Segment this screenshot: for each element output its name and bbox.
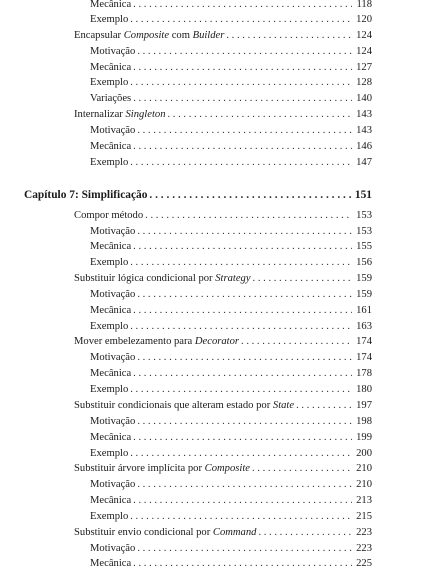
toc-entry-page: 210 — [356, 479, 372, 490]
dot-leader — [137, 45, 352, 59]
toc-entry-page: 124 — [356, 46, 372, 57]
toc-entry-page: 180 — [356, 384, 372, 395]
toc-entry-label: Compor método — [74, 210, 144, 221]
dot-leader — [137, 542, 352, 556]
toc-entry — [90, 76, 372, 90]
toc-entry-label: Motivação — [90, 416, 136, 427]
toc-entry-page: 140 — [356, 93, 372, 104]
dot-leader — [133, 61, 352, 75]
toc-chapter-heading — [24, 188, 372, 202]
toc-entry-page: 223 — [356, 543, 372, 554]
toc-section-entry — [74, 526, 372, 540]
toc-entry-page: 128 — [356, 77, 372, 88]
dot-leader — [145, 209, 352, 223]
toc-entry — [90, 351, 372, 365]
toc-entry — [90, 13, 372, 27]
toc-entry — [90, 61, 372, 75]
toc-entry-label: Exemplo — [90, 321, 129, 332]
toc-entry-page: 163 — [356, 321, 372, 332]
toc-entry-page: 200 — [356, 448, 372, 459]
dot-leader — [137, 288, 352, 302]
toc-entry-label: Exemplo — [90, 14, 129, 25]
toc-entry-label: Exemplo — [90, 257, 129, 268]
dot-leader — [137, 225, 352, 239]
dot-leader — [130, 256, 352, 270]
dot-leader — [133, 367, 352, 381]
toc-entry-label: Motivação — [90, 125, 136, 136]
toc-entry — [90, 478, 372, 492]
toc-entry — [90, 45, 372, 59]
toc-entry-page: 198 — [356, 416, 372, 427]
toc-entry-label: Mecânica — [90, 558, 132, 569]
toc-entry — [90, 304, 372, 318]
dot-leader — [137, 478, 352, 492]
toc-entry-page: 143 — [356, 109, 372, 120]
toc-entry-page: 213 — [356, 495, 372, 506]
toc-entry-page: 118 — [356, 0, 372, 10]
toc-entry-label: Mecânica — [90, 368, 132, 379]
toc-entry-page: 178 — [356, 368, 372, 379]
toc-entry-page: 159 — [356, 289, 372, 300]
dot-leader — [133, 494, 352, 508]
dot-leader — [130, 156, 352, 170]
toc-entry-label: Exemplo — [90, 157, 129, 168]
toc-section-entry — [74, 29, 372, 43]
dot-leader — [168, 108, 353, 122]
toc-entry-page: 124 — [356, 30, 372, 41]
toc-entry-label: Motivação — [90, 226, 136, 237]
toc-entry-label: Encapsular Composite com Builder — [74, 30, 225, 41]
toc-entry-page: 156 — [356, 257, 372, 268]
toc-entry-label: Exemplo — [90, 448, 129, 459]
toc-entry-label: Mecânica — [90, 241, 132, 252]
toc-entry-label: Variações — [90, 93, 132, 104]
dot-leader — [253, 272, 352, 286]
toc-entry-page: 155 — [356, 241, 372, 252]
dot-leader — [296, 399, 352, 413]
toc-entry — [90, 92, 372, 106]
toc-entry — [90, 415, 372, 429]
dot-leader — [133, 0, 352, 12]
toc-entry-page: 215 — [356, 511, 372, 522]
toc-entry-label: Mecânica — [90, 495, 132, 506]
toc-entry-page: 223 — [356, 527, 372, 538]
toc-entry-page: 120 — [356, 14, 372, 25]
toc-entry — [90, 225, 372, 239]
dot-leader — [133, 557, 352, 571]
toc-entry-page: 127 — [356, 62, 372, 73]
dot-leader — [130, 510, 352, 524]
toc-entry — [90, 447, 372, 461]
toc-section-entry — [74, 335, 372, 349]
toc-entry-label: Substituir condicionais que alteram estado por State — [74, 400, 295, 411]
toc-entry-page: 225 — [356, 558, 372, 569]
toc-section-entry — [74, 209, 372, 223]
dot-leader — [130, 76, 352, 90]
dot-leader — [130, 320, 352, 334]
toc-entry-page: 146 — [356, 141, 372, 152]
dot-leader — [252, 462, 352, 476]
dot-leader — [130, 383, 352, 397]
toc-entry-page: 199 — [356, 432, 372, 443]
toc-entry-label: Mecânica — [90, 305, 132, 316]
toc-entry-label: Substituir lógica condicional por Strategy — [74, 273, 251, 284]
toc-entry-page: 153 — [356, 226, 372, 237]
toc-entry-label: Substituir árvore implícita por Composite — [74, 463, 250, 474]
toc-entry-page: 161 — [356, 305, 372, 316]
toc-entry-label: Substituir envio condicional por Command — [74, 527, 257, 538]
toc-entry-label: Exemplo — [90, 77, 129, 88]
toc-entry-label: Mecânica — [90, 141, 132, 152]
dot-leader — [133, 92, 352, 106]
toc-entry — [90, 367, 372, 381]
toc-entry — [90, 0, 372, 12]
toc-entry — [90, 383, 372, 397]
toc-entry — [90, 320, 372, 334]
toc-entry — [90, 156, 372, 170]
toc-section-entry — [74, 272, 372, 286]
toc-entry-label: Mecânica — [90, 0, 132, 10]
toc-section-entry — [74, 462, 372, 476]
dot-leader — [258, 526, 352, 540]
toc-entry-label: Motivação — [90, 543, 136, 554]
toc-entry-label: Exemplo — [90, 511, 129, 522]
toc-entry-page: 159 — [356, 273, 372, 284]
toc-entry-label: Motivação — [90, 46, 136, 57]
toc-entry-page: 147 — [356, 157, 372, 168]
toc-entry-page: 210 — [356, 463, 372, 474]
toc-entry-page: 197 — [356, 400, 372, 411]
toc-entry — [90, 494, 372, 508]
toc-entry — [90, 431, 372, 445]
toc-entry-page: 174 — [356, 336, 372, 347]
dot-leader — [133, 431, 352, 445]
toc-entry — [90, 510, 372, 524]
toc-entry — [90, 240, 372, 254]
dot-leader — [133, 240, 352, 254]
toc-entry — [90, 557, 372, 571]
dot-leader — [226, 29, 352, 43]
chapter-title: Capítulo 7: Simplificação — [24, 189, 148, 201]
toc-section-entry — [74, 399, 372, 413]
dot-leader — [133, 140, 352, 154]
dot-leader — [137, 124, 352, 138]
toc-entry-page: 174 — [356, 352, 372, 363]
dot-leader — [130, 447, 352, 461]
toc-entry — [90, 140, 372, 154]
dot-leader — [137, 415, 352, 429]
toc-section-entry — [74, 108, 372, 122]
dot-leader — [241, 335, 352, 349]
toc-entry — [90, 256, 372, 270]
toc-entry — [90, 288, 372, 302]
toc-entry-label: Motivação — [90, 289, 136, 300]
toc-entry-label: Motivação — [90, 479, 136, 490]
toc-entry-label: Mover embelezamento para Decorator — [74, 336, 240, 347]
toc-entry-page: 153 — [356, 210, 372, 221]
toc-entry-label: Mecânica — [90, 432, 132, 443]
toc-entry-label: Motivação — [90, 352, 136, 363]
chapter-page: 151 — [354, 189, 372, 201]
toc-entry-page: 143 — [356, 125, 372, 136]
dot-leader — [149, 188, 352, 202]
toc-entry — [90, 124, 372, 138]
dot-leader — [130, 13, 352, 27]
dot-leader — [133, 304, 352, 318]
dot-leader — [137, 351, 352, 365]
toc-entry-label: Exemplo — [90, 384, 129, 395]
toc-entry-label: Internalizar Singleton — [74, 109, 166, 120]
toc-entry-label: Mecânica — [90, 62, 132, 73]
toc-entry — [90, 542, 372, 556]
